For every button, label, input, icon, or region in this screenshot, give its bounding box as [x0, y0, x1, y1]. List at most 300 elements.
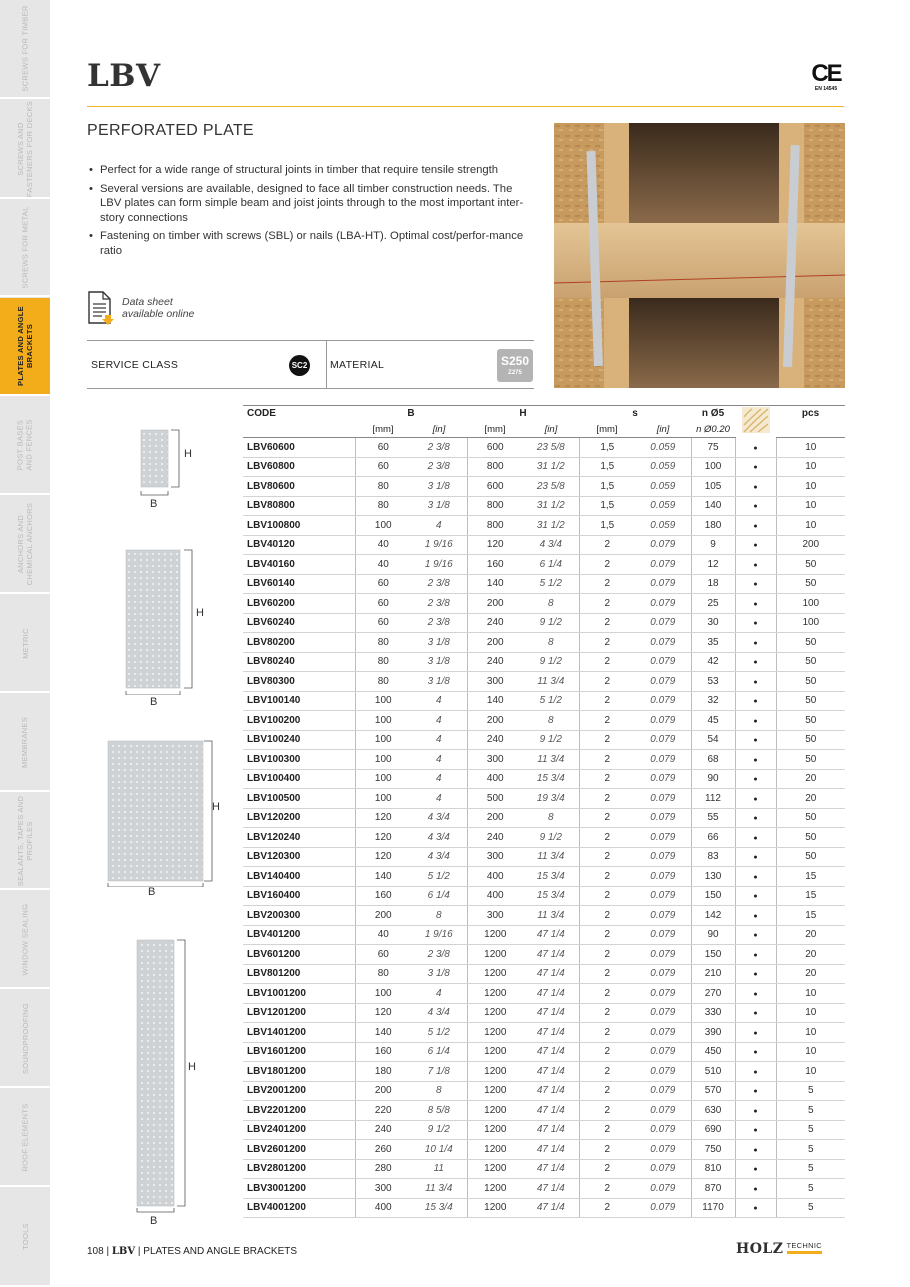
page-number: 108 [87, 1246, 104, 1257]
cell-pcs: 10 [776, 1062, 845, 1082]
cell-h-in: 8 [523, 594, 579, 614]
cell-s-mm: 1,5 [579, 477, 635, 497]
cell-wood-mark [735, 535, 776, 555]
cell-h-in: 9 1/2 [523, 828, 579, 848]
cell-pcs: 20 [776, 789, 845, 809]
cell-b-in: 2 3/8 [411, 945, 467, 965]
cell-code: LBV60800 [243, 457, 355, 477]
cell-s-mm: 2 [579, 1198, 635, 1218]
cell-h-in: 15 3/4 [523, 769, 579, 789]
cell-s-in: 0.079 [635, 633, 691, 653]
cell-h-mm: 1200 [467, 1101, 523, 1121]
sidebar-tab-label: SOUNDPROOFING [20, 1002, 30, 1074]
cell-h-in: 11 3/4 [523, 750, 579, 770]
cell-wood-mark [735, 1159, 776, 1179]
sidebar-tab-label: MEMBRANES [20, 716, 30, 768]
cell-s-mm: 2 [579, 672, 635, 692]
cell-wood-mark [735, 438, 776, 458]
cell-b-in: 4 [411, 789, 467, 809]
cell-n: 35 [691, 633, 735, 653]
cell-s-in: 0.079 [635, 789, 691, 809]
cell-code: LBV80240 [243, 652, 355, 672]
table-row [243, 828, 845, 848]
cell-b-mm: 400 [355, 1198, 411, 1218]
cell-code: LBV2401200 [243, 1120, 355, 1140]
cell-s-in: 0.079 [635, 535, 691, 555]
cell-wood-mark [735, 945, 776, 965]
cell-pcs: 50 [776, 555, 845, 575]
cell-code: LBV60140 [243, 574, 355, 594]
cell-wood-mark [735, 984, 776, 1004]
datasheet-line2: available online [122, 308, 195, 320]
cell-pcs: 50 [776, 652, 845, 672]
cell-b-mm: 160 [355, 1042, 411, 1062]
brand-logo [736, 1241, 822, 1257]
cell-s-mm: 2 [579, 574, 635, 594]
cell-wood-mark [735, 652, 776, 672]
cell-b-mm: 140 [355, 867, 411, 887]
cell-n: 90 [691, 925, 735, 945]
table-row [243, 574, 845, 594]
cell-code: LBV60200 [243, 594, 355, 614]
cell-s-mm: 2 [579, 750, 635, 770]
cell-code: LBV801200 [243, 964, 355, 984]
cell-n: 180 [691, 516, 735, 536]
cell-n: 100 [691, 457, 735, 477]
cell-h-mm: 200 [467, 594, 523, 614]
table-row [243, 535, 845, 555]
cell-h-in: 8 [523, 633, 579, 653]
datasheet-line1: Data sheet [122, 295, 173, 308]
cell-h-mm: 300 [467, 750, 523, 770]
cell-h-in: 11 3/4 [523, 847, 579, 867]
cell-h-mm: 1200 [467, 1003, 523, 1023]
material-badge [497, 349, 533, 382]
cell-pcs: 100 [776, 594, 845, 614]
cell-pcs: 50 [776, 750, 845, 770]
cell-h-in: 9 1/2 [523, 652, 579, 672]
cell-b-mm: 100 [355, 769, 411, 789]
cell-b-in: 2 3/8 [411, 594, 467, 614]
table-row [243, 964, 845, 984]
cell-b-mm: 80 [355, 477, 411, 497]
cell-code: LBV1601200 [243, 1042, 355, 1062]
cell-b-mm: 60 [355, 594, 411, 614]
sidebar-tab[interactable] [0, 200, 50, 297]
cell-code: LBV40160 [243, 555, 355, 575]
cell-h-mm: 240 [467, 613, 523, 633]
cell-code: LBV100140 [243, 691, 355, 711]
table-row [243, 925, 845, 945]
cell-b-mm: 260 [355, 1140, 411, 1160]
cell-wood-mark [735, 964, 776, 984]
cell-pcs: 15 [776, 886, 845, 906]
cell-h-in: 47 1/4 [523, 925, 579, 945]
cell-h-in: 11 3/4 [523, 906, 579, 926]
cell-wood-mark [735, 594, 776, 614]
cell-s-in: 0.079 [635, 652, 691, 672]
cell-b-in: 4 [411, 750, 467, 770]
cell-s-in: 0.079 [635, 1140, 691, 1160]
cell-h-in: 8 [523, 808, 579, 828]
cell-code: LBV100500 [243, 789, 355, 809]
table-row [243, 945, 845, 965]
cell-b-in: 4 [411, 516, 467, 536]
cell-code: LBV1201200 [243, 1003, 355, 1023]
sidebar-tab[interactable] [0, 1188, 50, 1287]
cell-s-mm: 2 [579, 769, 635, 789]
cell-b-in: 7 1/8 [411, 1062, 467, 1082]
table-row [243, 496, 845, 516]
cell-b-mm: 80 [355, 964, 411, 984]
cell-h-in: 15 3/4 [523, 867, 579, 887]
unit-empty [243, 422, 355, 438]
sidebar-tab[interactable] [0, 694, 50, 792]
sidebar-tab[interactable] [0, 397, 50, 495]
page-footer [87, 1246, 297, 1257]
cell-code: LBV120200 [243, 808, 355, 828]
cell-wood-mark [735, 496, 776, 516]
cell-h-in: 5 1/2 [523, 691, 579, 711]
cell-s-mm: 2 [579, 555, 635, 575]
table-row [243, 1198, 845, 1218]
sidebar-tab[interactable] [0, 891, 50, 989]
cell-h-in: 9 1/2 [523, 613, 579, 633]
cell-s-mm: 2 [579, 964, 635, 984]
cell-s-in: 0.079 [635, 906, 691, 926]
cell-h-in: 47 1/4 [523, 1140, 579, 1160]
sidebar-tab-label: POST BASES AND FENCES [16, 419, 34, 471]
cell-h-mm: 300 [467, 847, 523, 867]
cell-s-mm: 2 [579, 1140, 635, 1160]
cell-s-mm: 2 [579, 691, 635, 711]
table-row [243, 594, 845, 614]
cell-n: 83 [691, 847, 735, 867]
sidebar-tab[interactable] [0, 496, 50, 594]
feature-item: • Perfect for a wide range of structural joints in timber that require tensile strength [89, 163, 534, 178]
cell-code: LBV100240 [243, 730, 355, 750]
cell-h-in: 31 1/2 [523, 496, 579, 516]
cell-s-in: 0.079 [635, 555, 691, 575]
cell-b-mm: 100 [355, 789, 411, 809]
cell-h-in: 47 1/4 [523, 1081, 579, 1101]
cell-b-mm: 80 [355, 633, 411, 653]
cell-b-mm: 220 [355, 1101, 411, 1121]
cell-h-in: 47 1/4 [523, 964, 579, 984]
table-row [243, 750, 845, 770]
cell-code: LBV4001200 [243, 1198, 355, 1218]
cell-s-in: 0.079 [635, 945, 691, 965]
cell-wood-mark [735, 789, 776, 809]
table-row [243, 672, 845, 692]
cell-b-mm: 300 [355, 1179, 411, 1199]
cell-code: LBV601200 [243, 945, 355, 965]
service-material-bar [87, 340, 534, 389]
unit-h-in: [in] [523, 422, 579, 438]
cell-b-mm: 100 [355, 691, 411, 711]
cell-b-in: 6 1/4 [411, 886, 467, 906]
cell-s-in: 0.059 [635, 457, 691, 477]
footer-product: LBV [111, 1246, 136, 1257]
cell-n: 450 [691, 1042, 735, 1062]
col-pcs: pcs [776, 406, 845, 422]
cell-code: LBV120300 [243, 847, 355, 867]
page-title: LBV [87, 58, 161, 94]
height-label: H [184, 448, 192, 460]
cell-wood-mark [735, 477, 776, 497]
cell-wood-mark [735, 633, 776, 653]
cell-code: LBV2601200 [243, 1140, 355, 1160]
cell-b-in: 2 3/8 [411, 457, 467, 477]
sidebar-tab-label: ROOF ELEMENTS [20, 1102, 30, 1172]
sidebar-tab[interactable] [0, 100, 50, 199]
cell-b-in: 2 3/8 [411, 613, 467, 633]
cell-s-mm: 2 [579, 945, 635, 965]
feature-item: • Several versions are available, designed to face all timber construction needs. The LBV plates can form simple beam and joist joints through to the most important inter-story connections [89, 182, 534, 226]
cell-h-mm: 1200 [467, 1081, 523, 1101]
cell-b-in: 5 1/2 [411, 1023, 467, 1043]
unit-empty [776, 422, 845, 438]
cell-pcs: 5 [776, 1101, 845, 1121]
sidebar-tab-label: METRIC [20, 627, 30, 659]
table-row [243, 847, 845, 867]
cell-code: LBV3001200 [243, 1179, 355, 1199]
cell-h-mm: 1200 [467, 945, 523, 965]
cell-h-mm: 200 [467, 633, 523, 653]
cell-n: 150 [691, 886, 735, 906]
table-row [243, 477, 845, 497]
cell-wood-mark [735, 847, 776, 867]
cell-n: 330 [691, 1003, 735, 1023]
table-row [243, 1140, 845, 1160]
table-row [243, 438, 845, 458]
cell-s-in: 0.079 [635, 1159, 691, 1179]
cell-b-in: 4 [411, 769, 467, 789]
cell-b-in: 11 3/4 [411, 1179, 467, 1199]
cell-s-mm: 2 [579, 1042, 635, 1062]
table-row [243, 1101, 845, 1121]
cell-n: 112 [691, 789, 735, 809]
cell-s-in: 0.079 [635, 1042, 691, 1062]
cell-b-mm: 40 [355, 535, 411, 555]
cell-h-mm: 800 [467, 496, 523, 516]
cell-b-in: 8 [411, 906, 467, 926]
table-row [243, 633, 845, 653]
cell-h-mm: 1200 [467, 1159, 523, 1179]
sidebar-tab-label: TOOLS [20, 1223, 30, 1250]
col-n: n Ø5 [691, 406, 735, 422]
datasheet-link[interactable] [86, 291, 194, 325]
cell-s-mm: 2 [579, 1120, 635, 1140]
cell-b-in: 3 1/8 [411, 652, 467, 672]
cell-h-mm: 600 [467, 477, 523, 497]
table-row [243, 516, 845, 536]
col-code: CODE [243, 406, 355, 422]
cell-h-mm: 200 [467, 711, 523, 731]
cell-h-mm: 1200 [467, 1198, 523, 1218]
cell-code: LBV1801200 [243, 1062, 355, 1082]
table-row [243, 1179, 845, 1199]
cell-s-mm: 2 [579, 1003, 635, 1023]
sidebar-tab[interactable] [0, 990, 50, 1088]
table-row [243, 886, 845, 906]
cell-pcs: 50 [776, 633, 845, 653]
cell-s-mm: 2 [579, 984, 635, 1004]
unit-b-in: [in] [411, 422, 467, 438]
cell-wood-mark [735, 613, 776, 633]
cell-code: LBV60240 [243, 613, 355, 633]
table-row [243, 1062, 845, 1082]
height-label: H [196, 607, 204, 619]
cell-b-in: 10 1/4 [411, 1140, 467, 1160]
cell-pcs: 5 [776, 1140, 845, 1160]
table-row [243, 867, 845, 887]
cell-n: 810 [691, 1159, 735, 1179]
brand-name: HOLZ [736, 1241, 784, 1257]
cell-wood-mark [735, 1101, 776, 1121]
section-sidebar [0, 0, 50, 1287]
cell-wood-mark [735, 1198, 776, 1218]
cell-b-mm: 160 [355, 886, 411, 906]
cell-h-in: 47 1/4 [523, 1003, 579, 1023]
cell-h-in: 47 1/4 [523, 1042, 579, 1062]
cell-pcs: 10 [776, 438, 845, 458]
table-row [243, 1081, 845, 1101]
cell-code: LBV80300 [243, 672, 355, 692]
cell-b-mm: 60 [355, 438, 411, 458]
cell-b-mm: 60 [355, 457, 411, 477]
sidebar-tab[interactable] [0, 0, 50, 99]
cell-s-mm: 2 [579, 1081, 635, 1101]
cell-s-mm: 2 [579, 1179, 635, 1199]
wood-icon [735, 406, 776, 438]
cell-h-in: 47 1/4 [523, 1101, 579, 1121]
sidebar-tab[interactable] [0, 298, 50, 396]
cell-n: 130 [691, 867, 735, 887]
cell-s-in: 0.079 [635, 1062, 691, 1082]
cell-code: LBV2201200 [243, 1101, 355, 1121]
bar-divider [326, 341, 327, 389]
cell-code: LBV100400 [243, 769, 355, 789]
cell-pcs: 10 [776, 496, 845, 516]
cell-h-in: 4 3/4 [523, 535, 579, 555]
cell-s-mm: 2 [579, 886, 635, 906]
cell-s-mm: 2 [579, 535, 635, 555]
sidebar-tab[interactable] [0, 595, 50, 693]
table-row [243, 789, 845, 809]
cell-wood-mark [735, 769, 776, 789]
cell-wood-mark [735, 750, 776, 770]
cell-s-in: 0.079 [635, 1179, 691, 1199]
sidebar-tab[interactable] [0, 793, 50, 890]
cell-wood-mark [735, 516, 776, 536]
cell-s-mm: 2 [579, 847, 635, 867]
sidebar-tab-label: PLATES AND ANGLE BRACKETS [16, 306, 35, 386]
title-divider [87, 106, 844, 107]
ce-standard: EN 14545 [814, 86, 838, 92]
cell-s-in: 0.079 [635, 1101, 691, 1121]
cell-h-mm: 400 [467, 867, 523, 887]
cell-code: LBV100300 [243, 750, 355, 770]
table-row [243, 555, 845, 575]
sidebar-tab[interactable] [0, 1089, 50, 1187]
cell-b-mm: 120 [355, 828, 411, 848]
table-row [243, 984, 845, 1004]
table-body [243, 438, 845, 1218]
cell-h-in: 23 5/8 [523, 477, 579, 497]
cell-pcs: 10 [776, 516, 845, 536]
cell-h-in: 47 1/4 [523, 1023, 579, 1043]
cell-s-in: 0.079 [635, 1081, 691, 1101]
cell-s-mm: 2 [579, 867, 635, 887]
cell-b-in: 1 9/16 [411, 925, 467, 945]
cell-h-in: 5 1/2 [523, 574, 579, 594]
cell-s-mm: 2 [579, 633, 635, 653]
cell-h-mm: 300 [467, 672, 523, 692]
cell-s-in: 0.079 [635, 1120, 691, 1140]
cell-h-mm: 800 [467, 516, 523, 536]
cell-n: 142 [691, 906, 735, 926]
cell-h-in: 15 3/4 [523, 886, 579, 906]
cell-n: 45 [691, 711, 735, 731]
cell-b-in: 8 5/8 [411, 1101, 467, 1121]
cell-n: 55 [691, 808, 735, 828]
cell-s-mm: 2 [579, 652, 635, 672]
cell-n: 270 [691, 984, 735, 1004]
footer-section: PLATES AND ANGLE BRACKETS [143, 1246, 298, 1257]
cell-code: LBV1401200 [243, 1023, 355, 1043]
product-subtitle: PERFORATED PLATE [87, 122, 254, 139]
sidebar-tab-label: WINDOW SEALING [20, 903, 30, 975]
cell-n: 510 [691, 1062, 735, 1082]
cell-code: LBV2801200 [243, 1159, 355, 1179]
col-h: H [467, 406, 579, 422]
cell-code: LBV40120 [243, 535, 355, 555]
cell-s-in: 0.079 [635, 1003, 691, 1023]
service-class-badge: SC2 [289, 355, 310, 376]
cell-pcs: 50 [776, 711, 845, 731]
sidebar-tab-label: SEALANTS, TAPES AND PROFILES [16, 795, 35, 886]
cell-h-mm: 500 [467, 789, 523, 809]
cell-wood-mark [735, 555, 776, 575]
width-label: B [150, 696, 158, 708]
cell-h-in: 23 5/8 [523, 438, 579, 458]
cell-h-in: 47 1/4 [523, 1062, 579, 1082]
cell-b-mm: 100 [355, 750, 411, 770]
cell-wood-mark [735, 1062, 776, 1082]
cell-s-mm: 2 [579, 828, 635, 848]
cell-b-in: 4 [411, 711, 467, 731]
cell-h-mm: 400 [467, 886, 523, 906]
cell-b-in: 2 3/8 [411, 438, 467, 458]
cell-s-mm: 1,5 [579, 438, 635, 458]
cell-pcs: 50 [776, 847, 845, 867]
cell-b-in: 4 3/4 [411, 1003, 467, 1023]
cell-s-mm: 1,5 [579, 496, 635, 516]
cell-code: LBV1001200 [243, 984, 355, 1004]
cell-wood-mark [735, 1179, 776, 1199]
cell-h-mm: 400 [467, 769, 523, 789]
cell-n: 140 [691, 496, 735, 516]
cell-b-in: 15 3/4 [411, 1198, 467, 1218]
cell-b-mm: 180 [355, 1062, 411, 1082]
table-row [243, 1159, 845, 1179]
cell-b-mm: 240 [355, 1120, 411, 1140]
cell-b-in: 6 1/4 [411, 1042, 467, 1062]
cell-s-in: 0.079 [635, 1023, 691, 1043]
cell-h-mm: 1200 [467, 1179, 523, 1199]
cell-n: 630 [691, 1101, 735, 1121]
